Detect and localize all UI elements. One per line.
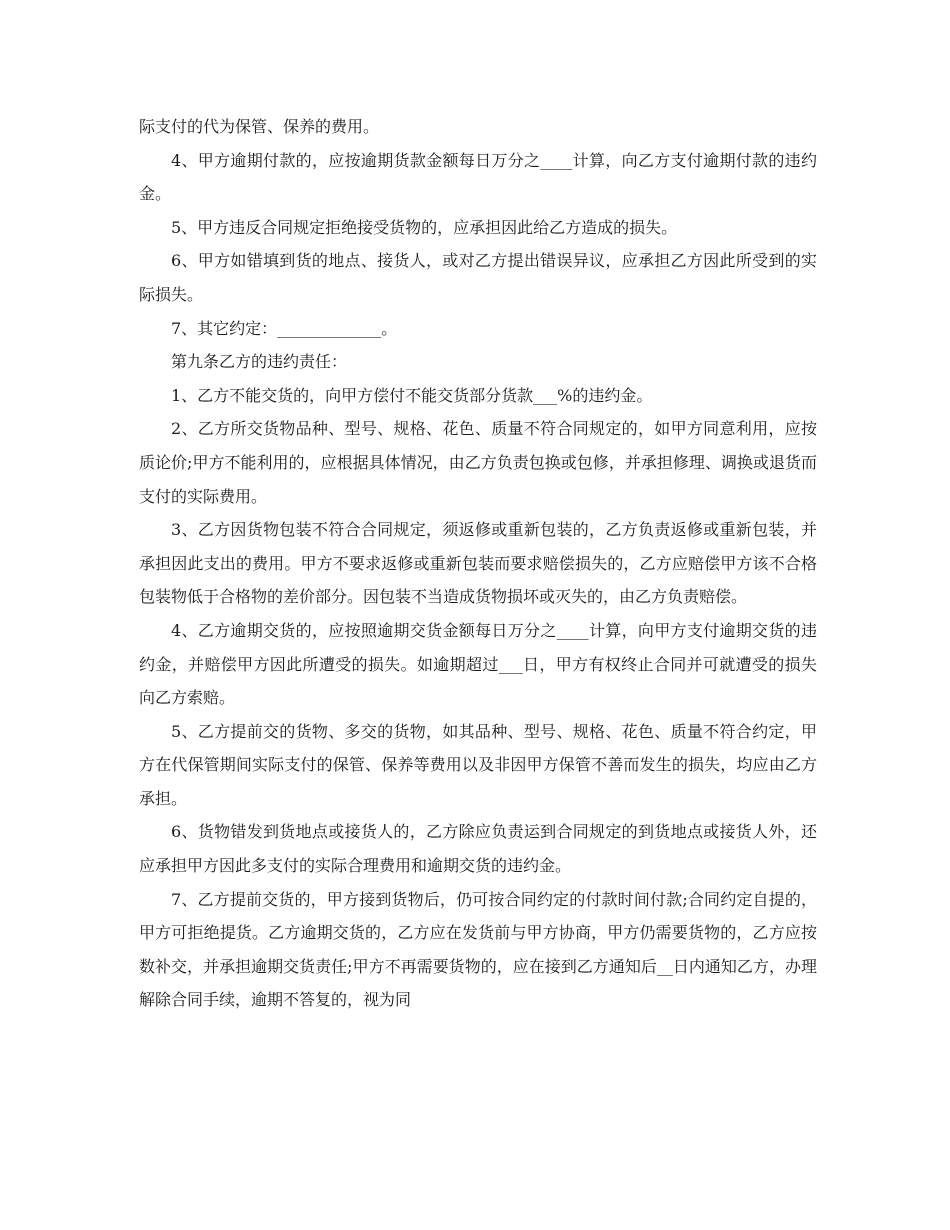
paragraph-seller-nonconforming: 2、乙方所交货物品种、型号、规格、花色、质量不符合同规定的，如甲方同意利用，应按质论价;甲方不能利用的，应根据具体情况，由乙方负责包换或包修，并承担修理、调换或退货而支付的实际费用。 xyxy=(139,419,817,506)
paragraph-buyer-wrong-info: 6、甲方如错填到货的地点、接货人，或对乙方提出错误异议，应承担乙方因此所受到的实际损失。 xyxy=(139,251,817,304)
paragraph-buyer-refusal: 5、甲方违反合同规定拒绝接受货物的，应承担因此给乙方造成的损失。 xyxy=(171,217,678,237)
section-heading-article-9: 第九条乙方的违约责任： xyxy=(171,352,348,372)
paragraph-seller-misdelivery: 6、货物错发到货地点或接货人的，乙方除应负责运到合同规定的到货地点或接货人外，还应承担甲方因此多支付的实际合理费用和逾期交货的违约金。 xyxy=(139,822,817,876)
paragraph-buyer-other: 7、其它约定：_____________。 xyxy=(171,318,398,338)
paragraph-seller-packaging: 3、乙方因货物包装不符合合同规定，须返修或重新包装的，乙方负责返修或重新包装，并承担因此支出的费用。甲方不要求返修或重新包装而要求赔偿损失的，乙方应赔偿甲方该不合格包装物低于合格物的差价部分。因包装不当造成货物损坏或灭失的，由乙方负责赔偿。 xyxy=(139,520,817,607)
paragraph-buyer-late-payment: 4、甲方逾期付款的，应按逾期货款金额每日万分之____计算，向乙方支付逾期付款的违约金。 xyxy=(139,150,817,204)
contract-text xyxy=(139,110,817,1017)
paragraph-continuation: 际支付的代为保管、保养的费用。 xyxy=(139,117,380,136)
paragraph-seller-early-late: 7、乙方提前交货的，甲方接到货物后，仍可按合同约定的付款时间付款;合同约定自提的，甲方可拒绝提货。乙方逾期交货的，乙方应在发货前与甲方协商，甲方仍需要货物的，乙方应按数补交，并承担逾期交货责任;甲方不再需要货物的，应在接到乙方通知后__日内通知乙方，办理解除合同手续，逾期不答复的，视为同 xyxy=(139,889,817,1010)
paragraph-seller-late-delivery: 4、乙方逾期交货的，应按照逾期交货金额每日万分之____计算，向甲方支付逾期交货的违约金，并赔偿甲方因此所遭受的损失。如逾期超过___日，甲方有权终止合同并可就遭受的损失向乙方索赔。 xyxy=(139,620,817,708)
paragraph-seller-no-delivery: 1、乙方不能交货的，向甲方偿付不能交货部分货款___%的违约金。 xyxy=(171,385,653,405)
paragraph-seller-early-excess: 5、乙方提前交的货物、多交的货物，如其品种、型号、规格、花色、质量不符合约定，甲方在代保管期间实际支付的保管、保养等费用以及非因甲方保管不善而发生的损失，均应由乙方承担。 xyxy=(139,721,817,808)
